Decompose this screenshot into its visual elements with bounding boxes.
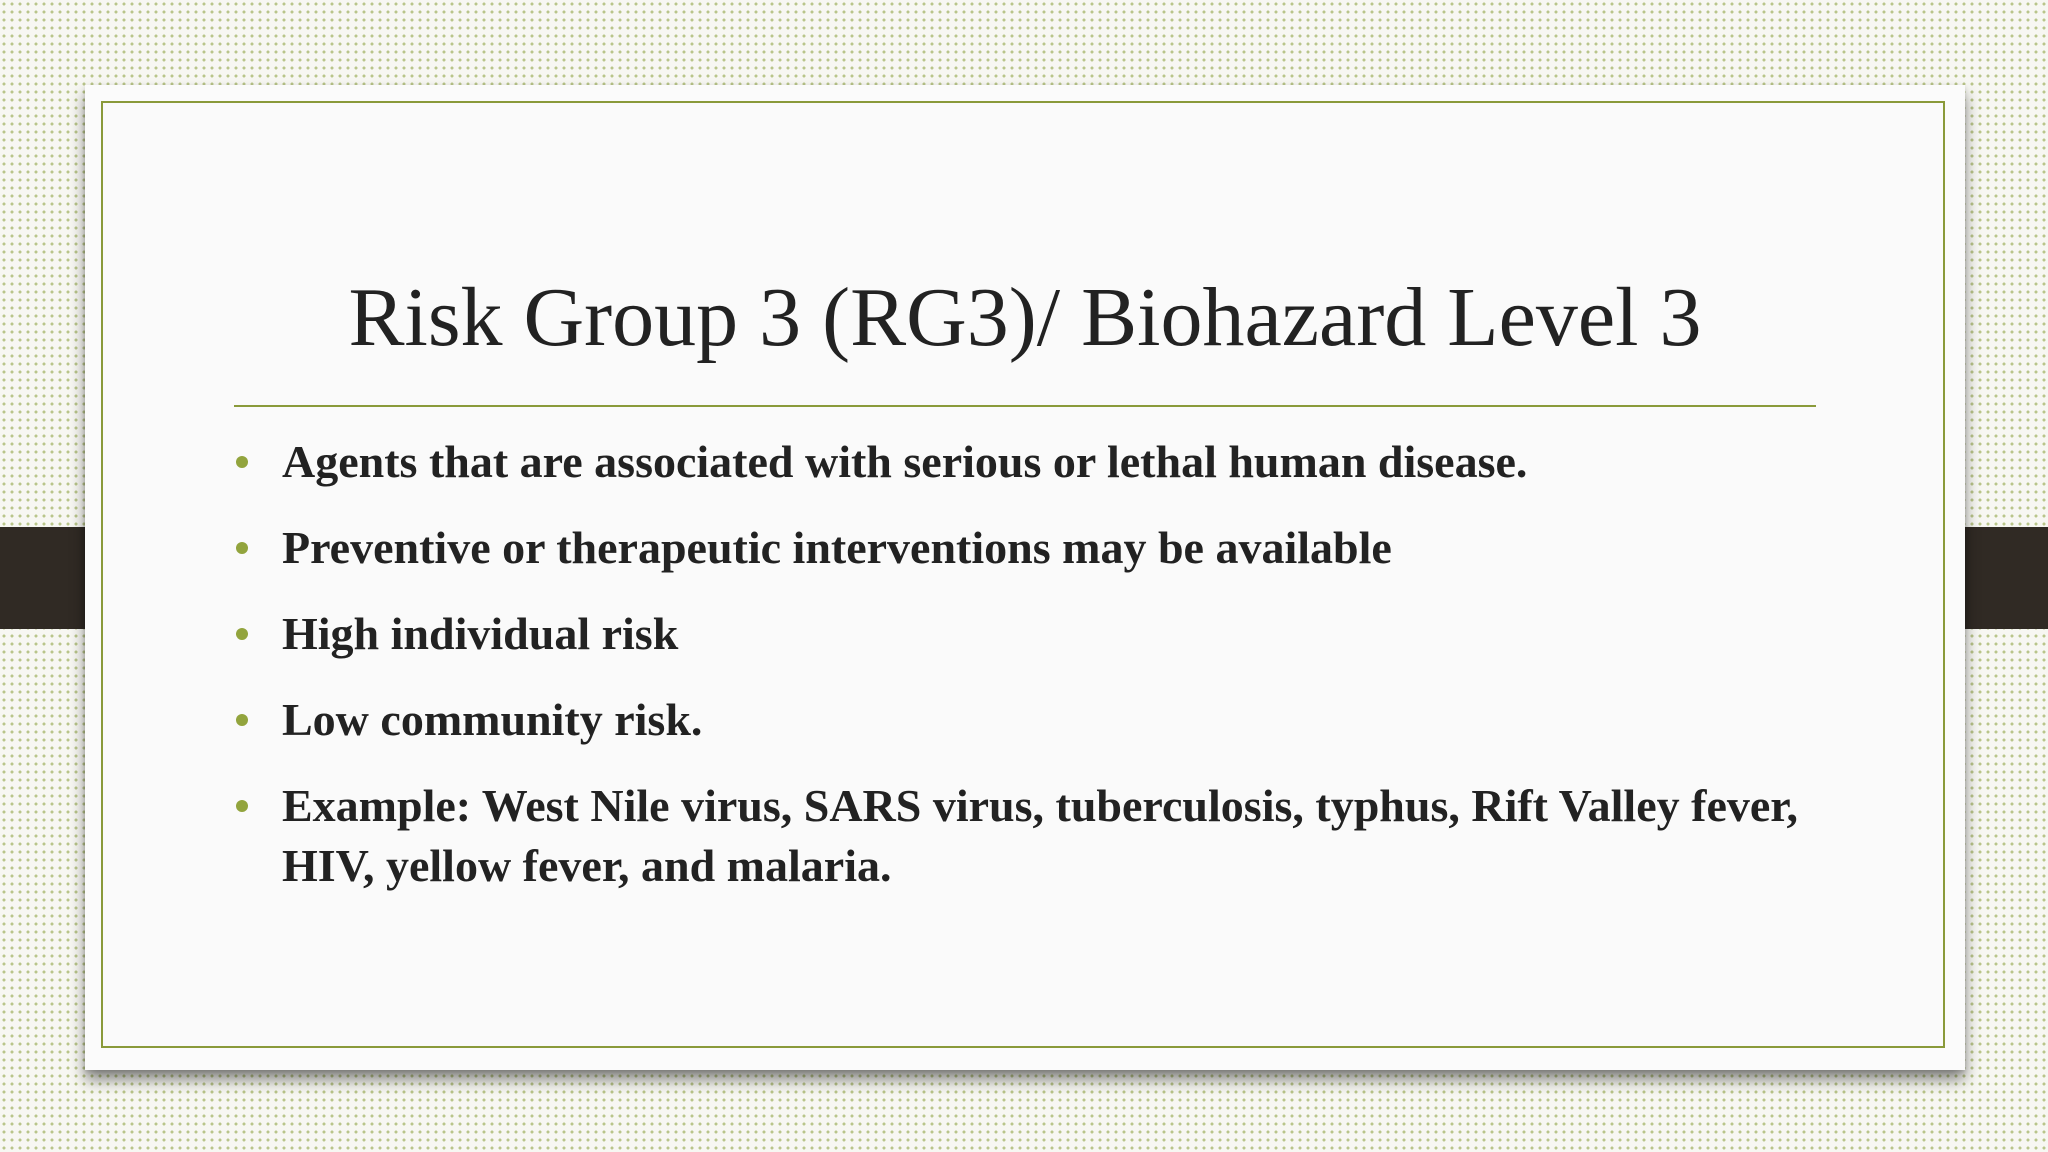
bullet-text: Agents that are associated with serious or lethal human disease. — [282, 436, 1528, 487]
bullet-list — [234, 432, 1834, 922]
bullet-text: Low community risk. — [282, 694, 703, 745]
slide-title: Risk Group 3 (RG3)/ Biohazard Level 3 — [348, 271, 1702, 365]
bullet-dot-icon — [236, 456, 248, 468]
bullet-text: Example: West Nile virus, SARS virus, tuberculosis, typhus, Rift Valley fever, HIV, yellow fever, and malaria. — [282, 780, 1798, 891]
title-divider — [234, 405, 1816, 407]
bullet-text: Preventive or therapeutic interventions may be available — [282, 522, 1392, 573]
bullet-item — [234, 518, 1834, 578]
bullet-dot-icon — [236, 542, 248, 554]
bullet-item — [234, 432, 1834, 492]
bullet-item — [234, 604, 1834, 664]
bullet-dot-icon — [236, 628, 248, 640]
bullet-dot-icon — [236, 714, 248, 726]
bullet-dot-icon — [236, 800, 248, 812]
bullet-item — [234, 776, 1834, 896]
bullet-text: High individual risk — [282, 608, 679, 659]
bullet-item — [234, 690, 1834, 750]
